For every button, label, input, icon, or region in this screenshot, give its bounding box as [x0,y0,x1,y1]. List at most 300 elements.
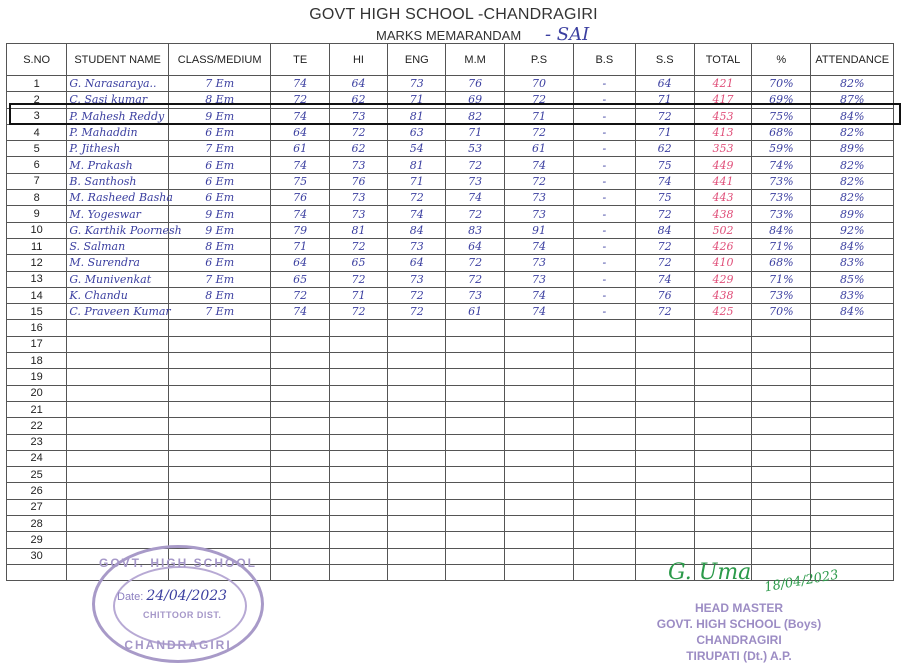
table-row [7,450,894,466]
cell-hi [329,418,387,434]
cell-total: 443 [694,190,751,206]
cell-te [271,320,329,336]
cell-hi: 72 [329,271,387,287]
cell-total: 453 [694,108,751,124]
cell-ps: 73 [504,190,573,206]
cell-percent: 69% [752,92,811,108]
table-row [7,222,894,238]
cell-total [694,353,751,369]
cell-hi: 72 [329,124,387,140]
cell-total [694,401,751,417]
cell-ss: 72 [635,255,694,271]
cell-mm: 71 [446,124,504,140]
cell-bs: - [574,304,635,320]
cell-ps [504,532,573,548]
cell-eng [388,385,446,401]
cell-eng: 54 [388,141,446,157]
table-row [7,483,894,499]
cell-ss [635,532,694,548]
cell-mm [446,385,504,401]
cell-sno: 9 [7,206,67,222]
cell-ss: 64 [635,76,694,92]
cell-ps [504,320,573,336]
cell-te [271,516,329,532]
table-row [7,238,894,254]
marks-table [6,43,894,581]
cell-sno: 2 [7,92,67,108]
table-row [7,320,894,336]
cell-total: 353 [694,141,751,157]
cell-bs [574,353,635,369]
table-row [7,516,894,532]
cell-student-name [67,385,169,401]
cell-student-name: G. Narasaraya.. [67,76,169,92]
seal-line-4: TIRUPATI (Dt.) A.P. [686,649,792,663]
table-row [7,190,894,206]
cell-student-name: P. Mahaddin [67,124,169,140]
cell-bs: - [574,190,635,206]
cell-attendance: 82% [811,124,894,140]
cell-te [271,483,329,499]
seal-line-3: CHANDRAGIRI [696,633,782,647]
cell-sno: 23 [7,434,67,450]
cell-attendance [811,320,894,336]
cell-percent [752,532,811,548]
cell-ps [504,564,573,580]
headmaster-signature: G. Uma [668,560,752,585]
cell-ps: 70 [504,76,573,92]
cell-attendance [811,401,894,417]
cell-student-name: C. Sasi kumar [67,92,169,108]
cell-hi [329,369,387,385]
cell-ss: 76 [635,287,694,303]
cell-percent: 84% [752,222,811,238]
cell-ps [504,385,573,401]
cell-total: 449 [694,157,751,173]
table-row [7,401,894,417]
cell-sno: 13 [7,271,67,287]
cell-eng [388,564,446,580]
cell-sno: 30 [7,548,67,564]
cell-ss: 75 [635,190,694,206]
col-header-attendance: ATTENDANCE [811,44,894,76]
cell-attendance [811,450,894,466]
cell-sno: 6 [7,157,67,173]
cell-te: 64 [271,255,329,271]
cell-percent [752,401,811,417]
cell-ss: 72 [635,206,694,222]
cell-attendance: 83% [811,255,894,271]
cell-bs: - [574,222,635,238]
cell-total [694,418,751,434]
cell-mm: 72 [446,206,504,222]
cell-hi [329,483,387,499]
cell-te [271,450,329,466]
cell-total [694,369,751,385]
cell-ps [504,401,573,417]
cell-hi: 73 [329,190,387,206]
cell-te [271,385,329,401]
cell-attendance [811,418,894,434]
cell-te: 74 [271,206,329,222]
cell-ps [504,418,573,434]
cell-class-medium [168,418,271,434]
cell-ps [504,369,573,385]
cell-total: 438 [694,287,751,303]
stamp-top-text: GOVT. HIGH SCHOOL [98,556,257,570]
cell-sno: 4 [7,124,67,140]
cell-percent: 71% [752,238,811,254]
cell-student-name [67,483,169,499]
cell-bs: - [574,92,635,108]
table-row [7,108,894,124]
cell-class-medium: 6 Em [168,173,271,189]
cell-eng [388,353,446,369]
cell-percent [752,516,811,532]
cell-bs [574,320,635,336]
cell-te: 65 [271,271,329,287]
cell-attendance: 87% [811,92,894,108]
cell-total [694,532,751,548]
cell-te: 72 [271,287,329,303]
cell-hi: 64 [329,76,387,92]
cell-student-name [67,320,169,336]
school-title: GOVT HIGH SCHOOL -CHANDRAGIRI [309,6,598,23]
cell-sno: 7 [7,173,67,189]
cell-attendance: 83% [811,287,894,303]
cell-attendance [811,499,894,515]
cell-ps: 91 [504,222,573,238]
cell-sno: 24 [7,450,67,466]
cell-ss [635,353,694,369]
cell-bs: - [574,271,635,287]
cell-mm [446,483,504,499]
cell-mm [446,548,504,564]
cell-hi [329,450,387,466]
col-header-bs: B.S [574,44,635,76]
cell-hi [329,353,387,369]
cell-te [271,434,329,450]
cell-sno [7,564,67,580]
cell-ss [635,450,694,466]
cell-student-name: G. Munivenkat [67,271,169,287]
cell-te: 76 [271,190,329,206]
cell-sno: 1 [7,76,67,92]
cell-ss: 74 [635,173,694,189]
table-row [7,353,894,369]
cell-hi [329,499,387,515]
cell-te: 72 [271,92,329,108]
cell-mm [446,434,504,450]
cell-eng: 81 [388,157,446,173]
cell-eng [388,401,446,417]
cell-class-medium: 8 Em [168,287,271,303]
cell-sno: 19 [7,369,67,385]
cell-class-medium: 8 Em [168,238,271,254]
cell-te: 74 [271,76,329,92]
cell-sno: 5 [7,141,67,157]
cell-hi [329,548,387,564]
cell-total: 438 [694,206,751,222]
cell-mm: 76 [446,76,504,92]
cell-ps [504,353,573,369]
cell-mm: 83 [446,222,504,238]
cell-ss: 72 [635,238,694,254]
table-row [7,76,894,92]
cell-te [271,564,329,580]
cell-total: 426 [694,238,751,254]
cell-student-name: G. Karthik Poornesh [67,222,169,238]
cell-bs: - [574,124,635,140]
cell-eng [388,336,446,352]
cell-percent: 75% [752,108,811,124]
col-header-hi: HI [329,44,387,76]
cell-te: 75 [271,173,329,189]
cell-eng: 71 [388,173,446,189]
cell-student-name [67,516,169,532]
cell-bs [574,532,635,548]
cell-eng: 81 [388,108,446,124]
cell-percent [752,467,811,483]
cell-hi [329,401,387,417]
cell-attendance: 89% [811,206,894,222]
cell-bs: - [574,255,635,271]
cell-mm [446,320,504,336]
cell-ps: 73 [504,206,573,222]
cell-student-name: C. Praveen Kumar [67,304,169,320]
cell-attendance [811,385,894,401]
table-row [7,157,894,173]
cell-ps: 72 [504,173,573,189]
cell-sno: 15 [7,304,67,320]
cell-percent [752,320,811,336]
cell-bs: - [574,76,635,92]
cell-sno: 18 [7,353,67,369]
cell-eng: 73 [388,238,446,254]
cell-bs [574,483,635,499]
cell-ps: 74 [504,238,573,254]
cell-ps: 72 [504,92,573,108]
cell-sno: 20 [7,385,67,401]
cell-class-medium: 7 Em [168,76,271,92]
cell-bs [574,434,635,450]
cell-percent [752,418,811,434]
cell-mm: 72 [446,271,504,287]
cell-total: 502 [694,222,751,238]
cell-attendance: 85% [811,271,894,287]
cell-attendance: 84% [811,108,894,124]
table-row [7,206,894,222]
cell-te: 71 [271,238,329,254]
cell-bs: - [574,141,635,157]
cell-hi: 71 [329,287,387,303]
cell-ss [635,418,694,434]
cell-ss [635,467,694,483]
cell-ss: 74 [635,271,694,287]
cell-ss [635,336,694,352]
cell-class-medium: 9 Em [168,206,271,222]
cell-hi: 72 [329,304,387,320]
cell-ss [635,320,694,336]
cell-te [271,467,329,483]
cell-total [694,385,751,401]
handwritten-note: - SAI [545,24,590,45]
cell-ps: 73 [504,255,573,271]
cell-eng: 71 [388,92,446,108]
cell-ps: 71 [504,108,573,124]
cell-mm [446,532,504,548]
seal-line-1: HEAD MASTER [694,601,783,615]
cell-eng [388,548,446,564]
cell-total [694,336,751,352]
cell-eng: 73 [388,76,446,92]
cell-class-medium [168,385,271,401]
cell-ss: 71 [635,124,694,140]
cell-eng [388,450,446,466]
cell-bs: - [574,238,635,254]
cell-class-medium: 7 Em [168,141,271,157]
cell-percent: 68% [752,255,811,271]
cell-ss: 72 [635,304,694,320]
cell-student-name: K. Chandu [67,287,169,303]
cell-mm: 72 [446,157,504,173]
cell-mm: 53 [446,141,504,157]
cell-percent: 73% [752,173,811,189]
cell-percent: 70% [752,304,811,320]
cell-eng [388,483,446,499]
cell-sno: 8 [7,190,67,206]
table-row [7,369,894,385]
cell-class-medium: 6 Em [168,255,271,271]
cell-attendance: 82% [811,173,894,189]
cell-total [694,516,751,532]
cell-attendance: 92% [811,222,894,238]
cell-bs [574,401,635,417]
cell-bs [574,336,635,352]
col-header-te: TE [271,44,329,76]
cell-eng [388,418,446,434]
cell-class-medium: 8 Em [168,92,271,108]
cell-te [271,499,329,515]
cell-mm [446,450,504,466]
cell-attendance: 82% [811,76,894,92]
cell-attendance [811,336,894,352]
stamp-date-value: 24/04/2023 [146,588,228,604]
cell-ss [635,369,694,385]
cell-total: 425 [694,304,751,320]
cell-class-medium [168,483,271,499]
cell-sno: 16 [7,320,67,336]
cell-ps [504,483,573,499]
cell-te: 61 [271,141,329,157]
cell-class-medium [168,401,271,417]
cell-attendance: 82% [811,157,894,173]
cell-student-name [67,418,169,434]
cell-mm [446,401,504,417]
cell-total [694,499,751,515]
cell-te [271,401,329,417]
cell-mm: 69 [446,92,504,108]
headmaster-seal [654,600,824,664]
cell-mm [446,467,504,483]
cell-percent [752,499,811,515]
cell-mm: 64 [446,238,504,254]
col-header-student-name: STUDENT NAME [67,44,169,76]
cell-percent: 73% [752,206,811,222]
cell-te: 64 [271,124,329,140]
cell-class-medium [168,320,271,336]
cell-ss: 84 [635,222,694,238]
cell-student-name [67,401,169,417]
cell-student-name: P. Mahesh Reddy [67,108,169,124]
cell-total [694,320,751,336]
cell-te: 74 [271,108,329,124]
cell-bs [574,564,635,580]
table-row [7,434,894,450]
cell-bs [574,548,635,564]
cell-class-medium [168,499,271,515]
cell-sno: 22 [7,418,67,434]
cell-eng: 72 [388,304,446,320]
cell-mm: 74 [446,190,504,206]
cell-sno: 3 [7,108,67,124]
cell-hi [329,564,387,580]
cell-percent [752,369,811,385]
signature-date: 18/04/2023 [763,567,840,596]
cell-percent: 73% [752,190,811,206]
cell-percent: 59% [752,141,811,157]
table-row [7,336,894,352]
cell-class-medium [168,369,271,385]
cell-bs [574,499,635,515]
cell-class-medium: 9 Em [168,108,271,124]
cell-ss [635,401,694,417]
cell-te: 74 [271,304,329,320]
cell-attendance [811,548,894,564]
cell-bs [574,450,635,466]
cell-ps: 61 [504,141,573,157]
cell-class-medium: 6 Em [168,124,271,140]
cell-eng: 84 [388,222,446,238]
table-row [7,255,894,271]
cell-mm: 73 [446,173,504,189]
cell-eng [388,369,446,385]
cell-ss [635,385,694,401]
col-header-sno: S.NO [7,44,67,76]
cell-percent [752,385,811,401]
stamp-date [117,588,227,604]
cell-percent: 74% [752,157,811,173]
cell-bs [574,369,635,385]
cell-te: 74 [271,157,329,173]
cell-percent [752,353,811,369]
table-row [7,385,894,401]
cell-sno: 26 [7,483,67,499]
cell-attendance [811,516,894,532]
cell-te [271,353,329,369]
cell-student-name [67,434,169,450]
cell-class-medium: 6 Em [168,190,271,206]
cell-sno: 12 [7,255,67,271]
table-row [7,92,894,108]
cell-sno: 11 [7,238,67,254]
cell-mm [446,499,504,515]
cell-total: 413 [694,124,751,140]
cell-mm: 61 [446,304,504,320]
table-body [7,76,894,581]
cell-hi: 81 [329,222,387,238]
header-row [7,44,894,76]
